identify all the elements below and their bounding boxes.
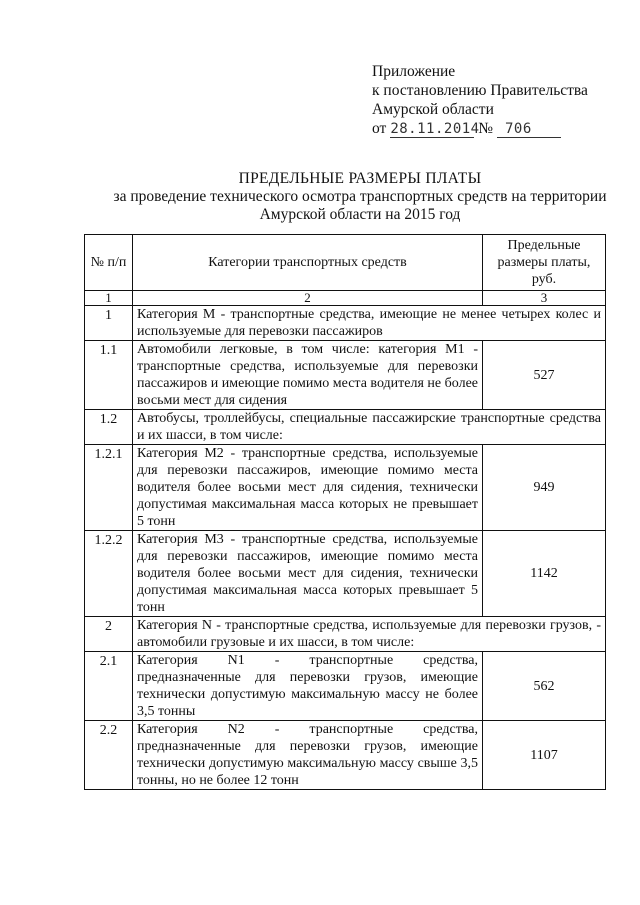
appendix-line-2: к постановлению Правительства — [372, 82, 588, 99]
row-category: Категория M - транспортные средства, имеющие не менее четырех колес и используемые для перевозки пассажиров — [133, 306, 606, 341]
row-price: 1142 — [483, 531, 606, 617]
table-row — [85, 306, 606, 341]
document-subtitle-1: за проведение технического осмотра транспортных средств на территории — [113, 188, 607, 205]
table-row — [85, 652, 606, 721]
row-number: 2.1 — [85, 652, 133, 721]
row-category: Автомобили легковые, в том числе: категория M1 - транспортные средства, используемые для перевозки пассажиров и имеющие помимо места водителя не более восьми мест для сидения — [133, 341, 483, 410]
date-prefix: от — [372, 120, 387, 137]
row-category: Категория M2 - транспортные средства, используемые для перевозки пассажиров, имеющие помимо места водителя более восьми мест для сидения, технически допустимая максимальная масса которых не превышает 5 тонн — [133, 445, 483, 531]
decree-number: 706 — [497, 121, 561, 138]
row-price: 562 — [483, 652, 606, 721]
row-number: 1.2 — [85, 410, 133, 445]
row-number: 1.2.1 — [85, 445, 133, 531]
row-number: 2 — [85, 617, 133, 652]
table-header-row — [85, 235, 606, 291]
header-category: Категории транспортных средств — [133, 235, 483, 291]
table-row — [85, 617, 606, 652]
table-row — [85, 410, 606, 445]
appendix-date-line — [372, 119, 622, 138]
row-category: Категория N - транспортные средства, используемые для перевозки грузов, - автомобили грузовые и их шасси, в том числе: — [133, 617, 606, 652]
appendix-block — [372, 62, 622, 138]
fees-table — [84, 234, 606, 790]
row-price: 527 — [483, 341, 606, 410]
appendix-line-3: Амурской области — [372, 101, 494, 118]
column-index-2: 2 — [133, 291, 483, 306]
document-title: ПРЕДЕЛЬНЫЕ РАЗМЕРЫ ПЛАТЫ — [238, 170, 482, 187]
table-row — [85, 445, 606, 531]
row-number: 2.2 — [85, 721, 133, 790]
table-row — [85, 721, 606, 790]
column-index-1: 1 — [85, 291, 133, 306]
header-price: Предельные размеры платы, руб. — [483, 235, 606, 291]
number-prefix: № — [478, 120, 493, 137]
row-price: 949 — [483, 445, 606, 531]
row-category: Категория N1 - транспортные средства, предназначенные для перевозки грузов, имеющие технически допустимую максимальную массу не более 3,5 тонны — [133, 652, 483, 721]
table-row — [85, 531, 606, 617]
header-num: № п/п — [85, 235, 133, 291]
table-row — [85, 341, 606, 410]
document-subtitle-2: Амурской области на 2015 год — [259, 206, 461, 223]
column-index-3: 3 — [483, 291, 606, 306]
row-category: Категория N2 - транспортные средства, предназначенные для перевозки грузов, имеющие технически допустимую максимальную массу свыше 3,5 тонны, но не более 12 тонн — [133, 721, 483, 790]
row-category: Автобусы, троллейбусы, специальные пассажирские транспортные средства и их шасси, в том числе: — [133, 410, 606, 445]
row-number: 1.2.2 — [85, 531, 133, 617]
appendix-line-1: Приложение — [372, 63, 456, 80]
row-number: 1.1 — [85, 341, 133, 410]
row-price: 1107 — [483, 721, 606, 790]
decree-date: 28.11.2014 — [390, 121, 480, 137]
title-block — [80, 170, 640, 224]
column-index-row — [85, 291, 606, 306]
row-category: Категория M3 - транспортные средства, используемые для перевозки пассажиров, имеющие помимо места водителя более восьми мест для сидения, технически допустимая максимальная масса которых превышает 5 тонн — [133, 531, 483, 617]
row-number: 1 — [85, 306, 133, 341]
